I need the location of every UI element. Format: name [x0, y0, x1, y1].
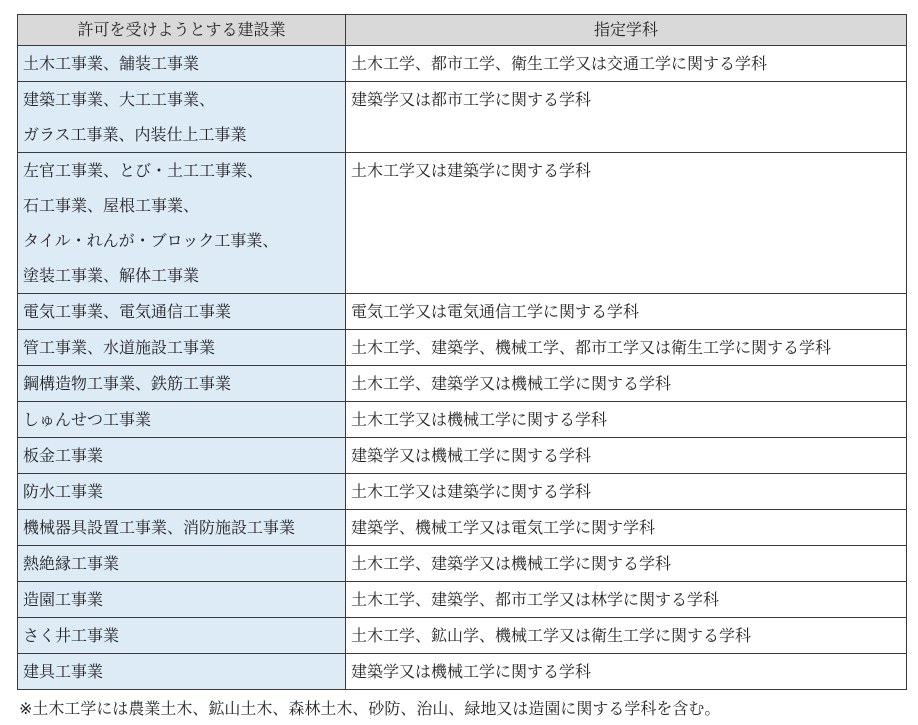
business-line: 防水工事業: [23, 482, 104, 501]
business-line: 機械器具設置工事業、消防施設工事業: [23, 518, 296, 537]
subject-cell: 建築学又は機械工学に関する学科: [346, 438, 907, 474]
business-cell: [18, 438, 346, 474]
business-line: 塗装工事業、解体工事業: [23, 266, 200, 285]
table-row: [18, 46, 907, 82]
business-cell: [18, 82, 346, 153]
header-row: [18, 15, 907, 46]
subject-cell: 建築学、機械工学又は電気工学に関す学科: [346, 510, 907, 546]
business-line: 電気工事業、電気通信工事業: [23, 302, 232, 321]
business-line: 鋼構造物工事業、鉄筋工事業: [23, 374, 232, 393]
business-line: しゅんせつ工事業: [23, 410, 152, 429]
subject-cell: 土木工学、都市工学、衛生工学又は交通工学に関する学科: [346, 46, 907, 82]
table-row: [18, 294, 907, 330]
business-cell: [18, 366, 346, 402]
business-line: 板金工事業: [23, 446, 104, 465]
business-line: 管工事業、水道施設工事業: [23, 338, 216, 357]
subject-cell: 土木工学、鉱山学、機械工学又は衛生工学に関する学科: [346, 618, 907, 654]
table-row: [18, 618, 907, 654]
table-row: [18, 582, 907, 618]
designated-subjects-table: [17, 14, 907, 690]
table-row: [18, 153, 907, 294]
business-line: タイル・れんが・ブロック工事業、: [23, 231, 279, 250]
business-line: 建築工事業、大工工事業、: [23, 90, 216, 109]
subject-cell: 土木工学、建築学又は機械工学に関する学科: [346, 366, 907, 402]
business-cell: [18, 510, 346, 546]
subject-cell: 土木工学、建築学、機械工学、都市工学又は衛生工学に関する学科: [346, 330, 907, 366]
table-row: [18, 654, 907, 690]
table-row: [18, 402, 907, 438]
business-cell: [18, 582, 346, 618]
business-cell: [18, 654, 346, 690]
business-cell: [18, 618, 346, 654]
business-line: さく井工事業: [23, 626, 120, 645]
footnote: ※土木工学には農業土木、鉱山土木、森林土木、砂防、治山、緑地又は造園に関する学科を含む。: [19, 699, 721, 718]
business-line: 石工事業、屋根工事業、: [23, 196, 200, 215]
business-line: 熱絶縁工事業: [23, 554, 120, 573]
subject-cell: 土木工学又は機械工学に関する学科: [346, 402, 907, 438]
header-business: 許可を受けようとする建設業: [18, 15, 346, 46]
table-row: [18, 82, 907, 153]
business-line: ガラス工事業、内装仕上工事業: [23, 125, 247, 144]
subject-cell: 建築学又は機械工学に関する学科: [346, 654, 907, 690]
business-cell: [18, 402, 346, 438]
table-row: [18, 366, 907, 402]
subject-cell: 土木工学又は建築学に関する学科: [346, 153, 907, 294]
table-row: [18, 438, 907, 474]
table-row: [18, 330, 907, 366]
business-cell: [18, 46, 346, 82]
table-row: [18, 546, 907, 582]
business-cell: [18, 294, 346, 330]
business-line: 建具工事業: [23, 662, 104, 681]
subject-cell: 電気工学又は電気通信工学に関する学科: [346, 294, 907, 330]
table-row: [18, 474, 907, 510]
subject-cell: 土木工学又は建築学に関する学科: [346, 474, 907, 510]
table-row: [18, 510, 907, 546]
business-cell: [18, 546, 346, 582]
business-line: 土木工事業、舗装工事業: [23, 54, 200, 73]
subject-cell: 土木工学、建築学又は機械工学に関する学科: [346, 546, 907, 582]
subject-cell: 建築学又は都市工学に関する学科: [346, 82, 907, 153]
business-cell: [18, 153, 346, 294]
business-cell: [18, 330, 346, 366]
header-subject: 指定学科: [346, 15, 907, 46]
business-line: 左官工事業、とび・土工工事業、: [23, 161, 264, 180]
table-body: [18, 46, 907, 690]
subject-cell: 土木工学、建築学、都市工学又は林学に関する学科: [346, 582, 907, 618]
business-cell: [18, 474, 346, 510]
business-line: 造園工事業: [23, 590, 104, 609]
